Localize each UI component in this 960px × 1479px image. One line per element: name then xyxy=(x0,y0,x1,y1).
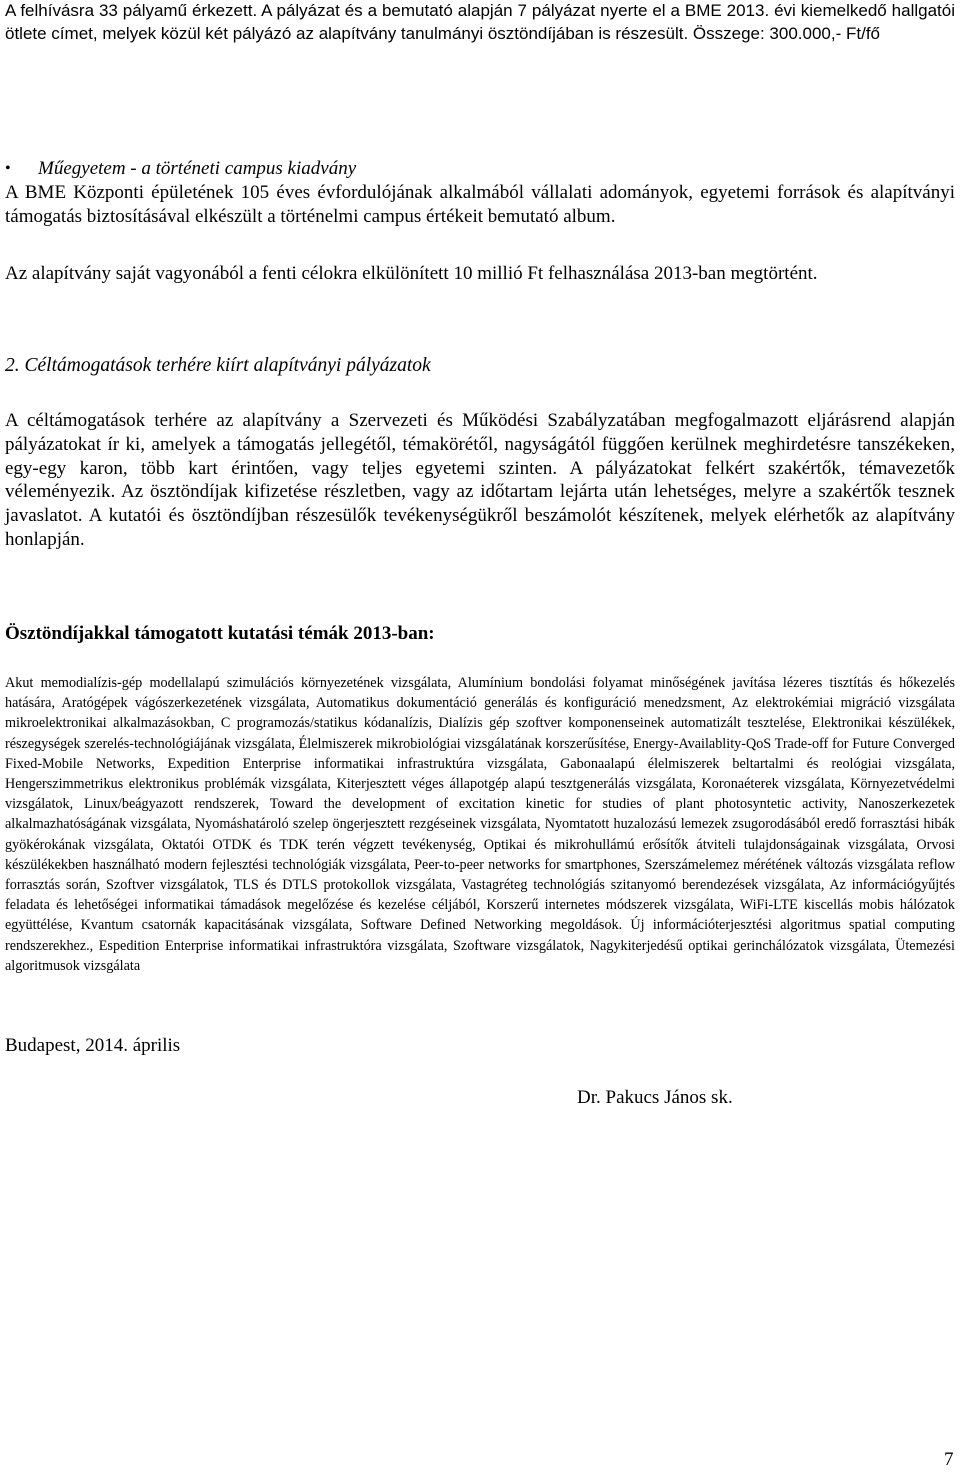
fund-usage-paragraph: Az alapítvány saját vagyonából a fenti célokra elkülönített 10 millió Ft felhasználása 2013-ban megtörtént. xyxy=(5,263,818,284)
signature: Dr. Pakucs János sk. xyxy=(577,1087,733,1108)
grants-description-paragraph: A céltámogatások terhére az alapítvány a Szervezeti és Működési Szabályzatában megfogalmazott eljárásrend alapján pályázatokat ír ki, amelyek a támogatás jellegétől, témakörétől, nagyságától függően kerülnek meghirdetésre tanszékeken, egy-egy karon, több kart érintően, vagy teljes egyetemi szinten. A pályázatokat felkért szakértők, témavezetők véleményezik. Az ösztöndíjak kifizetése részletben, vagy az időtartam lejárta után lehetséges, melyre a szakértők tesznek javaslatot. A kutatói és ösztöndíjban részesülők tevékenységükről beszámolót készítenek, melyek elérhetők az alapítvány honlapján. xyxy=(5,410,955,550)
building-anniversary-paragraph: A BME Központi épületének 105 éves évfordulójának alkalmából vállalati adományok, egyetemi források és alapítványi támogatás biztosításával elkészült a történelmi campus értékeit bemutató album. xyxy=(5,182,955,227)
research-topics-heading: Ösztöndíjakkal támogatott kutatási témák 2013-ban: xyxy=(5,623,435,644)
page-number: 7 xyxy=(944,1449,954,1470)
research-topics-list: Akut memodialízis-gép modellalapú szimulációs környezetének vizsgálata, Alumínium bondolási folyamat minőségének javítása lézeres tisztítás és hőkezelés hatására, Aratógépek vágószerkezetének vizsgálata, Automatikus dokumentáció generálás és konfiguráció menedzsment, Az elektrokémiai migráció vizsgálata mikroelektronikai alkalmazásokban, C programozás/statikus kódanalízis, Dialízis gép szoftver komponenseinek automatizált tesztelése, Elektronikai készülékek, részegységek szerelés-technológiájának vizsgálata, Élelmiszerek mikrobiológiai vizsgálatának korszerűsítése, Energy-Availablity-QoS Trade-off for Future Converged Fixed-Mobile Networks, Expedition Enterprise informatikai infrastruktúra vizsgálata, Gabonaalapú élelmiszerek beltartalmi és reológiai vizsgálata, Hengerszimmetrikus elektronikus problémák vizsgálata, Kiterjesztett véges állapotgép alapú tesztgenerálás vizsgálata, Koronaéterek vizsgálata, Környezetvédelmi vizsgálatok, Linux/beágyazott rendszerek, Toward the development of excitation kinetic for studies of plant photosyntetic activity, Nanoszerkezetek alkalmazhatóságának vizsgálata, Nyomáshatároló szelep öngerjesztett rezgéseinek vizsgálata, Nyomtatott huzalozású lemezek zsugorodásából eredő forrasztási hibák gyökérokának vizsgálata, Oktatói OTDK és TDK terén végzett tevékenység, Optikai és mikrohullámú erősítők átviteli tulajdonságainak vizsgálata, Orvosi készülékekben használható modern fejlesztési technológiák vizsgálata, Peer-to-peer networks for smartphones, Szerszámelemez mérétének változás vizsgálata reflow forrasztás során, Szoftver vizsgálatok, TLS és DTLS protokollok vizsgálata, Vastagréteg technológiás szitanyomó berendezések vizsgálata, Az információgyűjtés feladata és lehetőségei informatikai támadások megelőzése és kezelése céljából, Korszerű internetes módszerek vizsgálata, WiFi-LTE kiscellás mobis hálózatok együttélése, Kvantum csatornák kapacitásának vizsgálata, Software Defined Networking megoldások. Új információterjesztési algoritmus spatial computing rendszerekhez., Espedition Enterprise informatikai infrastruktóra vizsgálata, Szoftware vizsgálatok, Nagykiterjedésű optikai gerinchálózatok vizsgálata, Ütemezési algoritmusok vizsgálata xyxy=(5,675,955,974)
intro-paragraph: A felhívásra 33 pályamű érkezett. A pályázat és a bemutató alapján 7 pályázat nyerte el a BME 2013. évi kiemelkedő hallgatói ötlete címet, melyek közül két pályázó az alapítvány tanulmányi ösztöndíjában is részesült. Összege: 300.000,- Ft/fő xyxy=(5,1,955,43)
place-and-date: Budapest, 2014. április xyxy=(5,1035,181,1056)
bullet-item-campus-publication: • Műegyetem - a történeti campus kiadvány xyxy=(38,157,356,181)
section-heading: 2. Céltámogatások terhére kiírt alapítványi pályázatok xyxy=(5,355,431,376)
